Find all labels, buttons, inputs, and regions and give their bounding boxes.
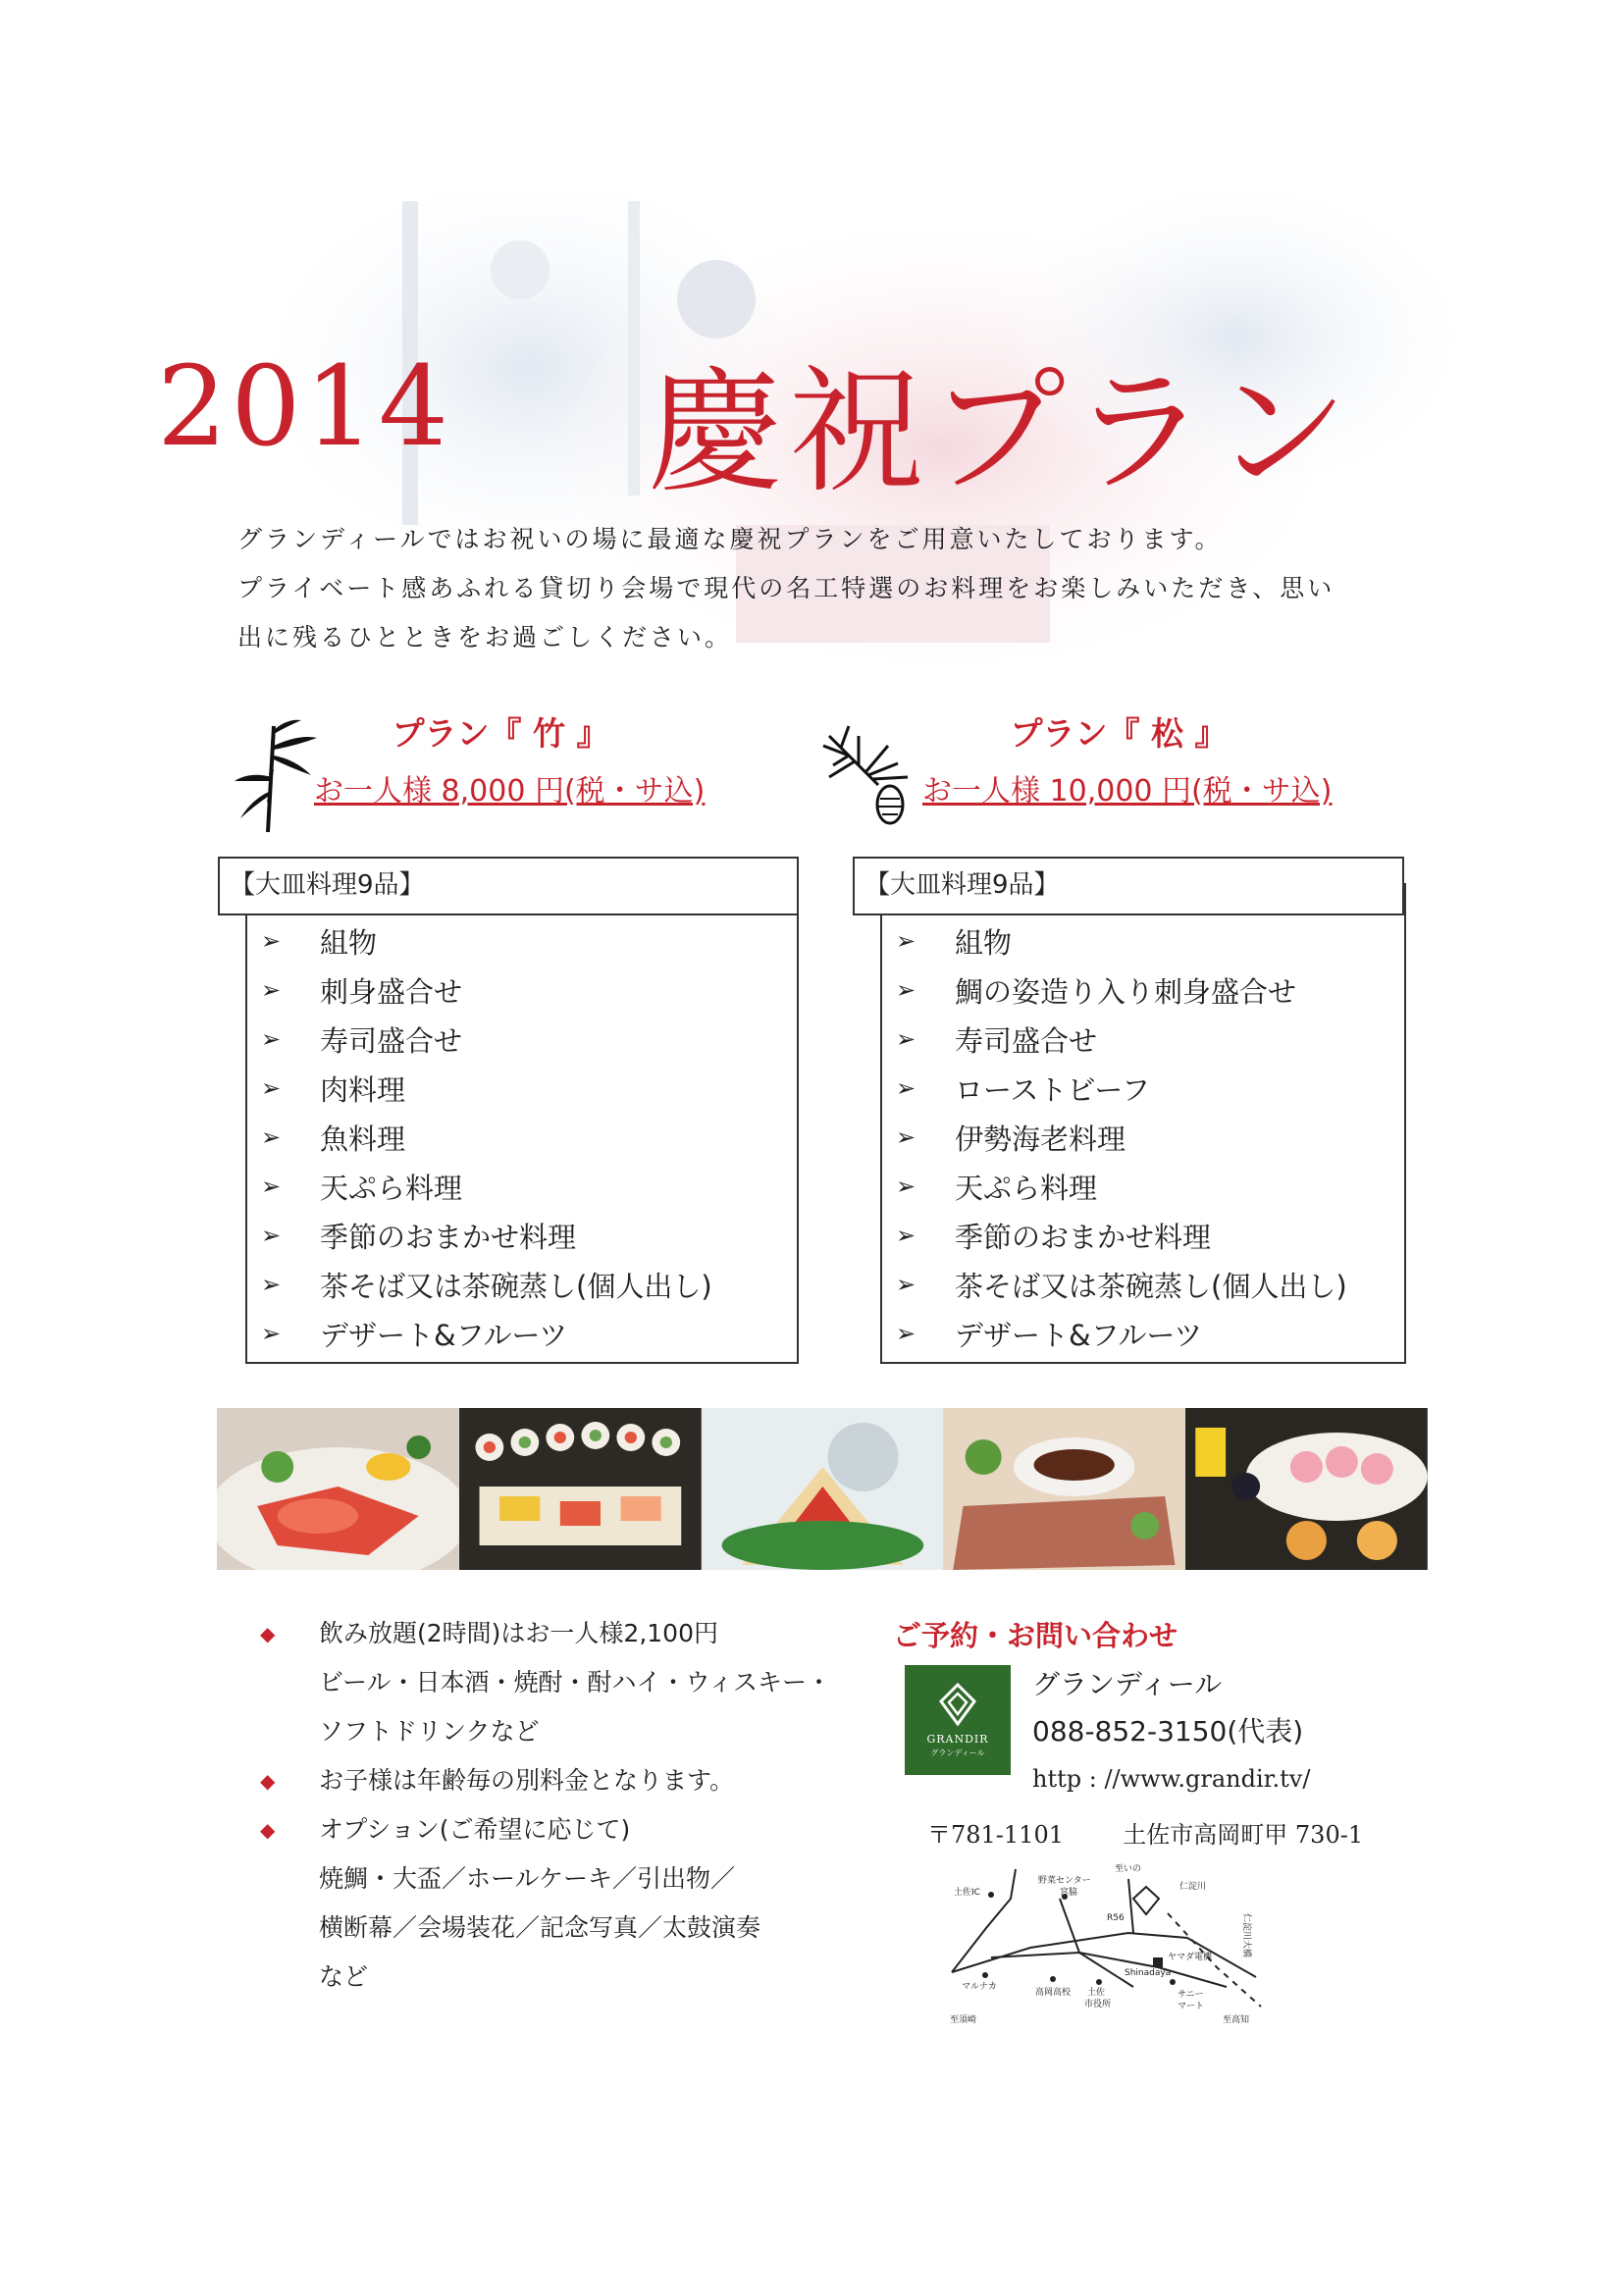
list-item: ➢ 茶そば又は茶碗蒸し(個人出し) — [882, 1260, 1404, 1309]
contact-title: ご予約・お問い合わせ — [893, 1619, 1178, 1652]
map-label: マルナカ — [962, 1982, 997, 1992]
map-label: 仁淀川大橋 — [1241, 1913, 1251, 1958]
intro-line: グランディールではお祝いの場に最適な慶祝プランをご用意いたしております。 — [237, 525, 1223, 553]
list-item: ➢ 伊勢海老料理 — [882, 1113, 1404, 1162]
list-item: ➢ 季節のおまかせ料理 — [882, 1211, 1404, 1260]
contact-phone[interactable]: 088-852-3150(代表) — [1032, 1715, 1304, 1748]
arrow-bullet-icon: ➢ — [261, 976, 282, 1004]
arrow-bullet-icon: ➢ — [261, 1222, 282, 1249]
plan-matsu-menu-header: 【大皿料理9品】 — [853, 857, 1404, 915]
map-grandir-marker-icon — [1133, 1887, 1159, 1914]
arrow-bullet-icon: ➢ — [896, 1271, 916, 1298]
food-photo-strip — [217, 1408, 1428, 1570]
plan-take-menu — [245, 883, 799, 1364]
map-point-icon — [1170, 1979, 1176, 1985]
map-label: R56 — [1107, 1913, 1125, 1923]
map-label: Shinadaya — [1125, 1968, 1172, 1978]
note-options: ◆ オプション(ご希望に応じて) — [260, 1805, 849, 1854]
intro-line: プライベート感あふれる貸切り会場で現代の名工特選のお料理をお楽しみいただき、思い — [237, 574, 1335, 602]
map-label: 至須崎 — [950, 2015, 977, 2025]
list-item: ➢ 季節のおまかせ料理 — [247, 1211, 797, 1260]
food-photo-sashimi — [217, 1408, 459, 1570]
list-item: ➢ 天ぷら料理 — [247, 1162, 797, 1211]
map-label: 高岡高校 — [1035, 1988, 1072, 1998]
list-item: ➢ デザート&フルーツ — [247, 1309, 797, 1358]
arrow-bullet-icon: ➢ — [896, 1222, 916, 1249]
list-item: ➢ 寿司盛合せ — [882, 1015, 1404, 1064]
street-address: 土佐市高岡町甲 730-1 — [1123, 1821, 1364, 1849]
plan-matsu-menu — [880, 883, 1406, 1364]
arrow-bullet-icon: ➢ — [896, 1173, 916, 1200]
map-point-icon — [1050, 1976, 1056, 1982]
plan-matsu-name: プラン『 松 』 — [1010, 714, 1228, 753]
list-item: ➢ 組物 — [882, 916, 1404, 965]
arrow-bullet-icon: ➢ — [896, 1025, 916, 1053]
map-label: 至いの — [1115, 1864, 1142, 1874]
pine-icon — [819, 716, 932, 829]
list-item: ➢ 肉料理 — [247, 1064, 797, 1113]
list-item: ➢ ローストビーフ — [882, 1064, 1404, 1113]
map-label: 市役所 — [1084, 2000, 1112, 2009]
diamond-bullet-icon: ◆ — [260, 1769, 276, 1793]
arrow-bullet-icon: ➢ — [896, 1074, 916, 1102]
grandir-logo-mark-icon — [935, 1682, 980, 1727]
map-label: 土佐IC — [954, 1888, 980, 1898]
title-year: 2014 — [157, 343, 453, 471]
plan-take-header — [314, 708, 706, 809]
map-point-icon — [988, 1892, 994, 1898]
map-yamada-marker-icon — [1153, 1957, 1163, 1967]
arrow-bullet-icon: ➢ — [261, 1320, 282, 1347]
arrow-bullet-icon: ➢ — [896, 1320, 916, 1347]
arrow-bullet-icon: ➢ — [261, 1173, 282, 1200]
map-road — [1060, 1899, 1079, 1953]
intro-line: 出に残るひとときをお過ごしください。 — [237, 623, 733, 652]
food-photo-dessert — [1185, 1408, 1428, 1570]
contact-url[interactable]: http : //www.grandir.tv/ — [1032, 1765, 1311, 1793]
hero-title — [157, 324, 1531, 520]
contact-info — [1032, 1661, 1310, 1802]
plan-matsu-price: お一人様 10,000 円(税・サ込) — [922, 774, 1333, 809]
list-item: ➢ デザート&フルーツ — [882, 1309, 1404, 1358]
arrow-bullet-icon: ➢ — [896, 927, 916, 955]
logo-subtext: グランディール — [930, 1748, 985, 1757]
title-main: 慶祝プラン — [648, 353, 1355, 511]
map-label: 土佐 — [1087, 1988, 1106, 1998]
arrow-bullet-icon: ➢ — [261, 1025, 282, 1053]
list-item: ➢ 天ぷら料理 — [882, 1162, 1404, 1211]
contact-name: グランディール — [1032, 1668, 1223, 1700]
arrow-bullet-icon: ➢ — [261, 927, 282, 955]
map-label: マート — [1178, 2002, 1205, 2011]
arrow-bullet-icon: ➢ — [261, 1074, 282, 1102]
list-item: ➢ 組物 — [247, 916, 797, 965]
arrow-bullet-icon: ➢ — [896, 1123, 916, 1151]
plan-take-items — [247, 916, 797, 1358]
map-label: サニー — [1178, 1990, 1204, 2000]
list-item: ➢ 茶そば又は茶碗蒸し(個人出し) — [247, 1260, 797, 1309]
arrow-bullet-icon: ➢ — [896, 976, 916, 1004]
food-photo-fan-platter — [702, 1408, 944, 1570]
map-point-icon — [982, 1972, 988, 1978]
plan-take-name: プラン『 竹 』 — [392, 714, 609, 753]
plan-take-price: お一人様 8,000 円(税・サ込) — [314, 774, 706, 809]
arrow-bullet-icon: ➢ — [261, 1271, 282, 1298]
note-children: ◆ お子様は年齢毎の別料金となります。 — [260, 1756, 849, 1805]
map-label: 仁淀川 — [1179, 1882, 1207, 1892]
plan-matsu-items — [882, 916, 1404, 1358]
access-map — [932, 1859, 1305, 2031]
diamond-bullet-icon: ◆ — [260, 1818, 276, 1842]
notes-section: ◆ 飲み放題(2時間)はお一人様2,100円 ビール・日本酒・焼酎・酎ハイ・ウィスキー・ ソフトドリンクなど ◆ お子様は年齢毎の別料金となります。 ◆ オプション(ご希望に応じて) 焼鯛・大盃／ホールケーキ／引出物／ 横断幕／会場装花／記念写真／太鼓演奏 など — [260, 1609, 849, 2002]
map-label: 宮脇 — [1060, 1888, 1078, 1898]
map-road — [1128, 1879, 1133, 1933]
note-drinks: ◆ 飲み放題(2時間)はお一人様2,100円 — [260, 1609, 849, 1658]
diamond-bullet-icon: ◆ — [260, 1622, 276, 1645]
list-item: ➢ 刺身盛合せ — [247, 965, 797, 1015]
arrow-bullet-icon: ➢ — [261, 1123, 282, 1151]
list-item: ➢ 鯛の姿造り入り刺身盛合せ — [882, 965, 1404, 1015]
postal-code: 〒781-1101 — [927, 1821, 1064, 1849]
intro-text — [237, 515, 1415, 662]
address — [927, 1815, 1363, 1850]
food-photo-roast-beef — [943, 1408, 1185, 1570]
grandir-logo — [905, 1665, 1011, 1775]
list-item: ➢ 魚料理 — [247, 1113, 797, 1162]
plan-matsu-header — [922, 708, 1333, 809]
food-photo-sushi — [459, 1408, 702, 1570]
plan-take-menu-header: 【大皿料理9品】 — [218, 857, 799, 915]
map-label: 野菜センター — [1038, 1876, 1091, 1886]
map-label: 至高知 — [1223, 2015, 1250, 2025]
list-item: ➢ 寿司盛合せ — [247, 1015, 797, 1064]
bamboo-icon — [231, 716, 319, 834]
map-point-icon — [1096, 1979, 1102, 1985]
map-label: ヤマダ電機 — [1168, 1953, 1213, 1962]
logo-text: GRANDIR — [926, 1733, 989, 1746]
